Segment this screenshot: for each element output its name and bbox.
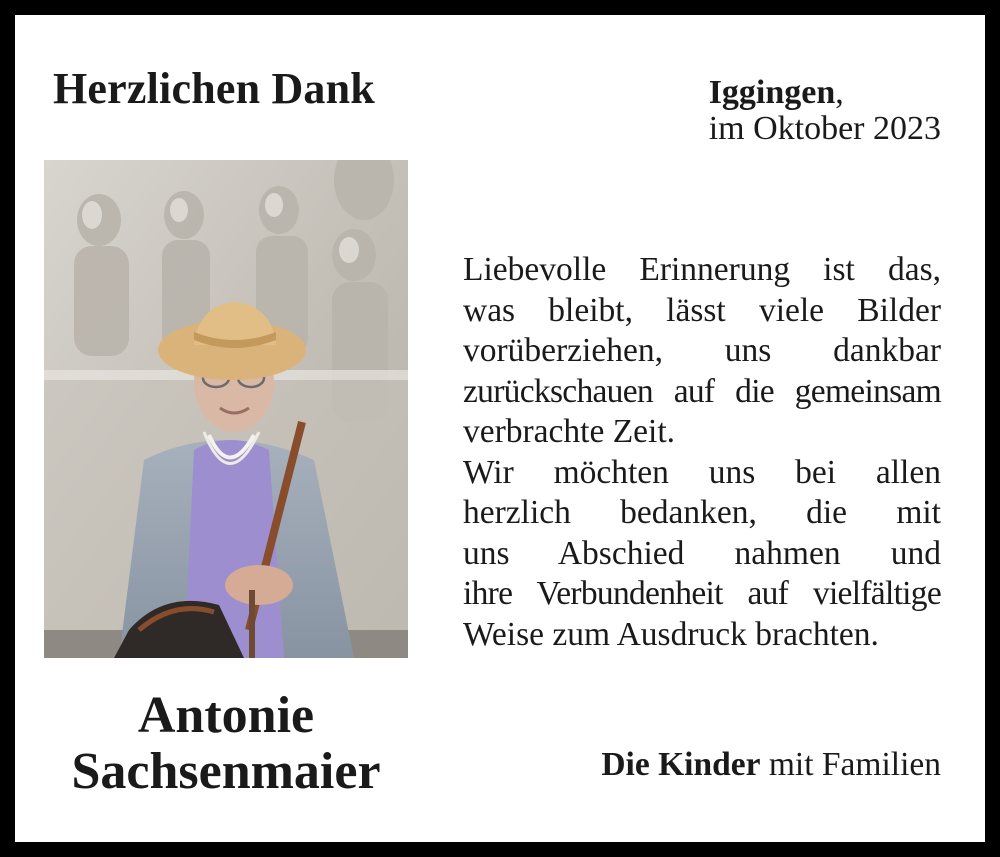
- poem-line: vorüberziehen, uns dankbar: [463, 332, 941, 369]
- signature-rest: mit Familien: [760, 746, 941, 783]
- poem-line: Weise zum Ausdruck brachten.: [463, 615, 879, 653]
- signature-bold: Die Kinder: [601, 746, 761, 783]
- town: Iggingen: [708, 74, 836, 111]
- poem-line: Liebevolle Erinnerung ist das,: [463, 251, 941, 288]
- place-date: [709, 75, 941, 147]
- obituary-card: [15, 15, 985, 842]
- deceased-name: [44, 688, 408, 800]
- poem-text: [463, 250, 941, 655]
- portrait-photo: [44, 160, 408, 658]
- date: im Oktober 2023: [708, 110, 941, 147]
- poem-line: Wir möchten uns bei allen: [463, 453, 941, 491]
- poem-line: uns Abschied nahmen und: [463, 534, 941, 572]
- town-comma: ,: [835, 74, 844, 111]
- signature: [601, 746, 941, 784]
- poem-line: was bleibt, lässt viele Bilder: [463, 291, 941, 329]
- poem-line: ihre Verbundenheit auf vielfältige: [463, 575, 941, 612]
- poem-line: herzlich bedanken, die mit: [463, 494, 941, 531]
- last-name: Sachsenmaier: [71, 743, 381, 800]
- heading: Herzlichen Dank: [53, 64, 375, 113]
- first-name: Antonie: [137, 687, 315, 744]
- portrait-illustration: [44, 160, 408, 658]
- poem-line: verbrachte Zeit.: [463, 413, 676, 450]
- poem-line: zurückschauen auf die gemeinsam: [463, 372, 941, 410]
